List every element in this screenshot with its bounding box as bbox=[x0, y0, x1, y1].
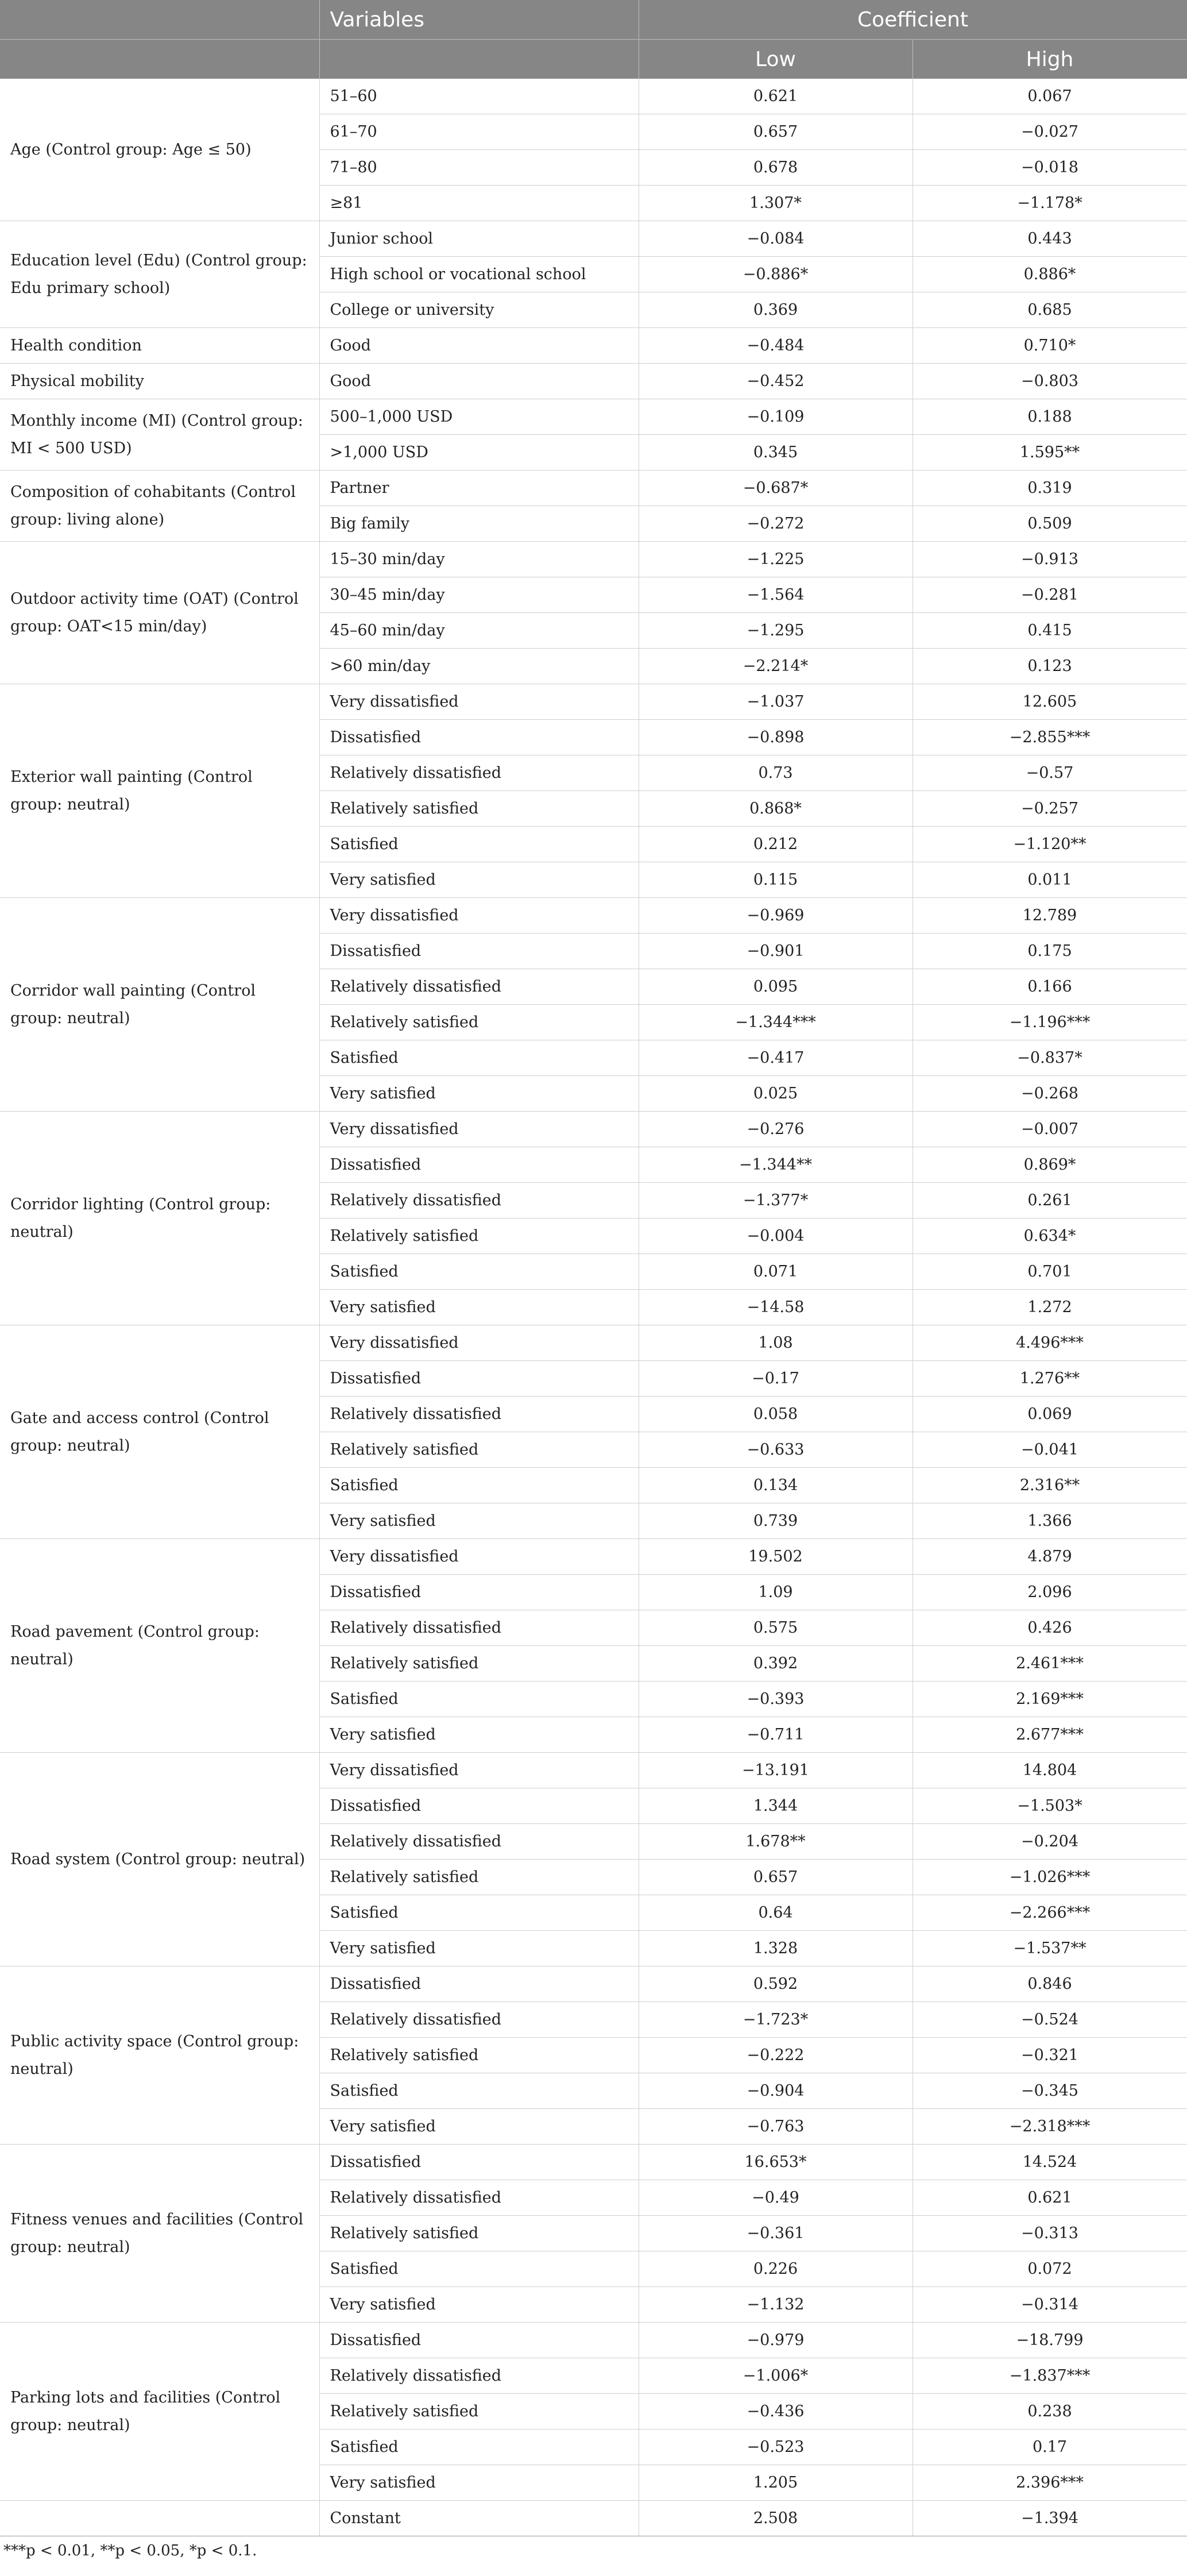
coef-high: −0.268 bbox=[913, 1076, 1187, 1112]
coef-low: −14.58 bbox=[639, 1290, 913, 1325]
coef-low: 0.345 bbox=[639, 435, 913, 471]
coef-low: 1.307* bbox=[639, 186, 913, 221]
table-row bbox=[0, 471, 1187, 506]
coef-low: 0.73 bbox=[639, 755, 913, 791]
header-coefficient: Coefficient bbox=[639, 0, 1187, 40]
level-label: Very dissatisfied bbox=[319, 1112, 639, 1147]
level-label: Relatively dissatisfied bbox=[319, 2358, 639, 2394]
coef-low: 0.678 bbox=[639, 150, 913, 186]
level-label: Very satisfied bbox=[319, 862, 639, 898]
level-label: Relatively satisfied bbox=[319, 2038, 639, 2073]
header-spacer bbox=[0, 40, 319, 79]
coef-low: −0.49 bbox=[639, 2180, 913, 2216]
level-label: Relatively dissatisfied bbox=[319, 755, 639, 791]
coef-high: 0.869* bbox=[913, 1147, 1187, 1183]
level-label: Satisfied bbox=[319, 1254, 639, 1290]
coef-low: 0.739 bbox=[639, 1503, 913, 1539]
level-label: Satisfied bbox=[319, 1682, 639, 1717]
coef-high: 0.886* bbox=[913, 257, 1187, 292]
coef-high: 0.261 bbox=[913, 1183, 1187, 1218]
coef-low: 0.071 bbox=[639, 1254, 913, 1290]
coef-low: 1.678** bbox=[639, 1824, 913, 1860]
coef-low: −0.17 bbox=[639, 1361, 913, 1397]
constant-low: 2.508 bbox=[639, 2501, 913, 2536]
coef-high: 2.461*** bbox=[913, 1646, 1187, 1682]
coef-low: 1.205 bbox=[639, 2465, 913, 2501]
level-label: Relatively satisfied bbox=[319, 1005, 639, 1040]
coef-low: −0.901 bbox=[639, 934, 913, 969]
variable-label: Parking lots and facilities (Control group: neutral) bbox=[0, 2323, 319, 2501]
coef-low: −1.723* bbox=[639, 2002, 913, 2038]
level-label: Relatively dissatisfied bbox=[319, 1610, 639, 1646]
level-label: Satisfied bbox=[319, 2430, 639, 2465]
coef-low: 0.025 bbox=[639, 1076, 913, 1112]
coef-high: −2.855*** bbox=[913, 720, 1187, 755]
coef-low: 1.344 bbox=[639, 1788, 913, 1824]
level-label: Relatively dissatisfied bbox=[319, 1824, 639, 1860]
coef-low: −1.037 bbox=[639, 684, 913, 720]
coef-high: 2.096 bbox=[913, 1575, 1187, 1610]
coef-high: −0.007 bbox=[913, 1112, 1187, 1147]
coef-low: −0.711 bbox=[639, 1717, 913, 1753]
coef-high: 4.879 bbox=[913, 1539, 1187, 1575]
level-label: Relatively satisfied bbox=[319, 791, 639, 827]
coef-high: −0.837* bbox=[913, 1040, 1187, 1076]
variable-label: Road pavement (Control group: neutral) bbox=[0, 1539, 319, 1753]
coef-low: −0.084 bbox=[639, 221, 913, 257]
level-label: Very satisfied bbox=[319, 2465, 639, 2501]
table-row bbox=[0, 1539, 1187, 1575]
coef-high: 0.175 bbox=[913, 934, 1187, 969]
coef-low: −1.377* bbox=[639, 1183, 913, 1218]
level-label: Satisfied bbox=[319, 1895, 639, 1931]
coef-high: −0.281 bbox=[913, 577, 1187, 613]
coef-high: −0.204 bbox=[913, 1824, 1187, 1860]
coef-low: −0.904 bbox=[639, 2073, 913, 2109]
level-label: Big family bbox=[319, 506, 639, 542]
level-label: Very satisfied bbox=[319, 1931, 639, 1966]
level-label: Good bbox=[319, 364, 639, 399]
coef-low: −0.969 bbox=[639, 898, 913, 934]
coef-high: 0.069 bbox=[913, 1397, 1187, 1432]
level-label: Dissatisfied bbox=[319, 1575, 639, 1610]
coef-low: −0.361 bbox=[639, 2216, 913, 2251]
level-label: Very satisfied bbox=[319, 2287, 639, 2323]
coef-high: 12.605 bbox=[913, 684, 1187, 720]
table-row bbox=[0, 898, 1187, 934]
level-label: Satisfied bbox=[319, 2251, 639, 2287]
level-label: 500–1,000 USD bbox=[319, 399, 639, 435]
coef-high: 0.166 bbox=[913, 969, 1187, 1005]
coef-high: 0.685 bbox=[913, 292, 1187, 328]
coef-high: −1.120** bbox=[913, 827, 1187, 862]
coef-low: −0.393 bbox=[639, 1682, 913, 1717]
variable-label: Composition of cohabitants (Control group: living alone) bbox=[0, 471, 319, 542]
coef-high: −0.313 bbox=[913, 2216, 1187, 2251]
coef-high: 12.789 bbox=[913, 898, 1187, 934]
level-label: Relatively satisfied bbox=[319, 2394, 639, 2430]
coef-low: −0.633 bbox=[639, 1432, 913, 1468]
coef-high: 14.804 bbox=[913, 1753, 1187, 1788]
level-label: Very satisfied bbox=[319, 1717, 639, 1753]
coef-high: −1.537** bbox=[913, 1931, 1187, 1966]
coef-high: −1.837*** bbox=[913, 2358, 1187, 2394]
level-label: Partner bbox=[319, 471, 639, 506]
variable-label: Gate and access control (Control group: neutral) bbox=[0, 1325, 319, 1539]
coef-high: −0.027 bbox=[913, 114, 1187, 150]
coef-low: 1.328 bbox=[639, 1931, 913, 1966]
level-label: Very dissatisfied bbox=[319, 1325, 639, 1361]
table-row bbox=[0, 1325, 1187, 1361]
coef-low: 0.621 bbox=[639, 79, 913, 114]
coef-low: 0.868* bbox=[639, 791, 913, 827]
level-label: Satisfied bbox=[319, 1040, 639, 1076]
level-label: Dissatisfied bbox=[319, 2145, 639, 2180]
level-label: Dissatisfied bbox=[319, 1966, 639, 2002]
coef-low: −1.344*** bbox=[639, 1005, 913, 1040]
coef-low: −1.344** bbox=[639, 1147, 913, 1183]
coef-low: −1.295 bbox=[639, 613, 913, 649]
header-high: High bbox=[913, 40, 1187, 79]
variable-label: Health condition bbox=[0, 328, 319, 364]
coef-high: −1.026*** bbox=[913, 1860, 1187, 1895]
coef-low: 0.226 bbox=[639, 2251, 913, 2287]
table-row bbox=[0, 2145, 1187, 2180]
coef-high: 1.276** bbox=[913, 1361, 1187, 1397]
coef-low: −13.191 bbox=[639, 1753, 913, 1788]
level-label: Very satisfied bbox=[319, 2109, 639, 2145]
level-label: ≥81 bbox=[319, 186, 639, 221]
level-label: 61–70 bbox=[319, 114, 639, 150]
coef-low: −0.417 bbox=[639, 1040, 913, 1076]
coef-high: 0.072 bbox=[913, 2251, 1187, 2287]
coef-high: 1.595** bbox=[913, 435, 1187, 471]
level-label: Dissatisfied bbox=[319, 934, 639, 969]
level-label: Very dissatisfied bbox=[319, 684, 639, 720]
variable-label: Fitness venues and facilities (Control group: neutral) bbox=[0, 2145, 319, 2323]
level-label: 51–60 bbox=[319, 79, 639, 114]
coef-low: −1.564 bbox=[639, 577, 913, 613]
coef-low: 19.502 bbox=[639, 1539, 913, 1575]
coef-high: 0.067 bbox=[913, 79, 1187, 114]
constant-spacer bbox=[0, 2501, 319, 2536]
coef-low: 0.369 bbox=[639, 292, 913, 328]
level-label: 71–80 bbox=[319, 150, 639, 186]
coef-low: 1.09 bbox=[639, 1575, 913, 1610]
coef-high: 2.677*** bbox=[913, 1717, 1187, 1753]
level-label: >1,000 USD bbox=[319, 435, 639, 471]
coef-high: 0.701 bbox=[913, 1254, 1187, 1290]
coef-high: 0.846 bbox=[913, 1966, 1187, 2002]
level-label: Dissatisfied bbox=[319, 1147, 639, 1183]
coef-high: 0.426 bbox=[913, 1610, 1187, 1646]
coef-high: 0.509 bbox=[913, 506, 1187, 542]
coef-high: −0.321 bbox=[913, 2038, 1187, 2073]
level-label: Very satisfied bbox=[319, 1503, 639, 1539]
level-label: Dissatisfied bbox=[319, 1788, 639, 1824]
coef-low: −0.484 bbox=[639, 328, 913, 364]
coef-high: 4.496*** bbox=[913, 1325, 1187, 1361]
table-row bbox=[0, 364, 1187, 399]
variable-label: Physical mobility bbox=[0, 364, 319, 399]
level-label: >60 min/day bbox=[319, 649, 639, 684]
level-label: Very satisfied bbox=[319, 1076, 639, 1112]
level-label: Very dissatisfied bbox=[319, 898, 639, 934]
coef-high: 0.188 bbox=[913, 399, 1187, 435]
coef-high: −0.524 bbox=[913, 2002, 1187, 2038]
coef-high: −2.318*** bbox=[913, 2109, 1187, 2145]
level-label: 45–60 min/day bbox=[319, 613, 639, 649]
coef-low: −1.006* bbox=[639, 2358, 913, 2394]
level-label: Relatively dissatisfied bbox=[319, 969, 639, 1005]
coef-high: 0.621 bbox=[913, 2180, 1187, 2216]
coef-low: 0.64 bbox=[639, 1895, 913, 1931]
coef-high: 0.710* bbox=[913, 328, 1187, 364]
coef-low: −0.763 bbox=[639, 2109, 913, 2145]
variable-label: Corridor wall painting (Control group: neutral) bbox=[0, 898, 319, 1112]
coef-high: −18.799 bbox=[913, 2323, 1187, 2358]
level-label: Dissatisfied bbox=[319, 1361, 639, 1397]
level-label: Satisfied bbox=[319, 1468, 639, 1503]
variable-label: Road system (Control group: neutral) bbox=[0, 1753, 319, 1966]
coef-low: 0.115 bbox=[639, 862, 913, 898]
coef-high: −0.314 bbox=[913, 2287, 1187, 2323]
coef-high: 0.123 bbox=[913, 649, 1187, 684]
coef-high: 0.634* bbox=[913, 1218, 1187, 1254]
table-row bbox=[0, 399, 1187, 435]
coef-low: −0.687* bbox=[639, 471, 913, 506]
coef-low: −0.979 bbox=[639, 2323, 913, 2358]
coef-high: 0.415 bbox=[913, 613, 1187, 649]
table-row bbox=[0, 542, 1187, 577]
variable-label: Monthly income (MI) (Control group: MI < 500 USD) bbox=[0, 399, 319, 471]
variable-label: Corridor lighting (Control group: neutral) bbox=[0, 1112, 319, 1325]
level-label: Dissatisfied bbox=[319, 720, 639, 755]
table-body bbox=[0, 79, 1187, 2536]
level-label: Good bbox=[319, 328, 639, 364]
level-label: College or university bbox=[319, 292, 639, 328]
level-label: Satisfied bbox=[319, 2073, 639, 2109]
coef-high: 14.524 bbox=[913, 2145, 1187, 2180]
coef-low: 0.392 bbox=[639, 1646, 913, 1682]
coef-low: 0.592 bbox=[639, 1966, 913, 2002]
constant-high: −1.394 bbox=[913, 2501, 1187, 2536]
table-row bbox=[0, 221, 1187, 257]
coef-low: 16.653* bbox=[639, 2145, 913, 2180]
coef-high: −0.041 bbox=[913, 1432, 1187, 1468]
table-row bbox=[0, 1966, 1187, 2002]
table-row bbox=[0, 328, 1187, 364]
coef-high: −0.803 bbox=[913, 364, 1187, 399]
coef-low: 1.08 bbox=[639, 1325, 913, 1361]
coef-low: −2.214* bbox=[639, 649, 913, 684]
level-label: Very dissatisfied bbox=[319, 1753, 639, 1788]
coef-low: −0.436 bbox=[639, 2394, 913, 2430]
table-row bbox=[0, 2323, 1187, 2358]
table-row bbox=[0, 1112, 1187, 1147]
variable-label: Exterior wall painting (Control group: neutral) bbox=[0, 684, 319, 898]
level-label: High school or vocational school bbox=[319, 257, 639, 292]
table-row bbox=[0, 684, 1187, 720]
coef-high: −0.57 bbox=[913, 755, 1187, 791]
coef-low: 0.212 bbox=[639, 827, 913, 862]
coef-high: −2.266*** bbox=[913, 1895, 1187, 1931]
level-label: Relatively satisfied bbox=[319, 1860, 639, 1895]
level-label: Relatively satisfied bbox=[319, 1218, 639, 1254]
level-label: Dissatisfied bbox=[319, 2323, 639, 2358]
level-label: Relatively satisfied bbox=[319, 1432, 639, 1468]
constant-label: Constant bbox=[319, 2501, 639, 2536]
coef-low: −0.276 bbox=[639, 1112, 913, 1147]
coef-low: −0.523 bbox=[639, 2430, 913, 2465]
coef-low: 0.095 bbox=[639, 969, 913, 1005]
constant-row bbox=[0, 2501, 1187, 2536]
coef-low: −0.898 bbox=[639, 720, 913, 755]
coef-low: −0.272 bbox=[639, 506, 913, 542]
level-label: Relatively dissatisfied bbox=[319, 1397, 639, 1432]
coef-high: 2.316** bbox=[913, 1468, 1187, 1503]
coef-low: −0.452 bbox=[639, 364, 913, 399]
coef-low: 0.134 bbox=[639, 1468, 913, 1503]
level-label: Relatively dissatisfied bbox=[319, 1183, 639, 1218]
coef-high: −1.196*** bbox=[913, 1005, 1187, 1040]
coef-high: 0.238 bbox=[913, 2394, 1187, 2430]
level-label: Very dissatisfied bbox=[319, 1539, 639, 1575]
coef-high: 0.443 bbox=[913, 221, 1187, 257]
variable-label: Outdoor activity time (OAT) (Control group: OAT<15 min/day) bbox=[0, 542, 319, 684]
level-label: Relatively satisfied bbox=[319, 2216, 639, 2251]
level-label: Relatively satisfied bbox=[319, 1646, 639, 1682]
coef-high: −1.503* bbox=[913, 1788, 1187, 1824]
coef-high: −0.913 bbox=[913, 542, 1187, 577]
coef-low: −1.132 bbox=[639, 2287, 913, 2323]
level-label: Satisfied bbox=[319, 827, 639, 862]
coef-low: −0.109 bbox=[639, 399, 913, 435]
coef-low: 0.058 bbox=[639, 1397, 913, 1432]
coef-low: −0.222 bbox=[639, 2038, 913, 2073]
coef-high: 2.169*** bbox=[913, 1682, 1187, 1717]
level-label: Very satisfied bbox=[319, 1290, 639, 1325]
coef-low: −0.004 bbox=[639, 1218, 913, 1254]
header-variables: Variables bbox=[319, 0, 639, 40]
coef-high: 1.366 bbox=[913, 1503, 1187, 1539]
coef-high: 1.272 bbox=[913, 1290, 1187, 1325]
coef-low: 0.657 bbox=[639, 1860, 913, 1895]
footnote: ***p < 0.01, **p < 0.05, *p < 0.1. bbox=[3, 2542, 257, 2559]
variable-label: Public activity space (Control group: neutral) bbox=[0, 1966, 319, 2145]
level-label: Junior school bbox=[319, 221, 639, 257]
coef-low: −1.225 bbox=[639, 542, 913, 577]
coef-high: −0.257 bbox=[913, 791, 1187, 827]
level-label: 30–45 min/day bbox=[319, 577, 639, 613]
level-label: 15–30 min/day bbox=[319, 542, 639, 577]
header-spacer bbox=[319, 40, 639, 79]
table-header bbox=[0, 0, 1187, 79]
table-row bbox=[0, 1753, 1187, 1788]
coef-low: 0.575 bbox=[639, 1610, 913, 1646]
coef-high: 0.17 bbox=[913, 2430, 1187, 2465]
coef-low: −0.886* bbox=[639, 257, 913, 292]
level-label: Relatively dissatisfied bbox=[319, 2180, 639, 2216]
level-label: Relatively dissatisfied bbox=[319, 2002, 639, 2038]
header-low: Low bbox=[639, 40, 913, 79]
coef-high: −0.345 bbox=[913, 2073, 1187, 2109]
coef-low: 0.657 bbox=[639, 114, 913, 150]
variable-label: Age (Control group: Age ≤ 50) bbox=[0, 79, 319, 221]
header-spacer bbox=[0, 0, 319, 40]
table-row bbox=[0, 79, 1187, 114]
variable-label: Education level (Edu) (Control group: Edu primary school) bbox=[0, 221, 319, 328]
coef-high: 2.396*** bbox=[913, 2465, 1187, 2501]
coef-high: −0.018 bbox=[913, 150, 1187, 186]
coef-high: 0.319 bbox=[913, 471, 1187, 506]
coef-high: −1.178* bbox=[913, 186, 1187, 221]
coef-high: 0.011 bbox=[913, 862, 1187, 898]
